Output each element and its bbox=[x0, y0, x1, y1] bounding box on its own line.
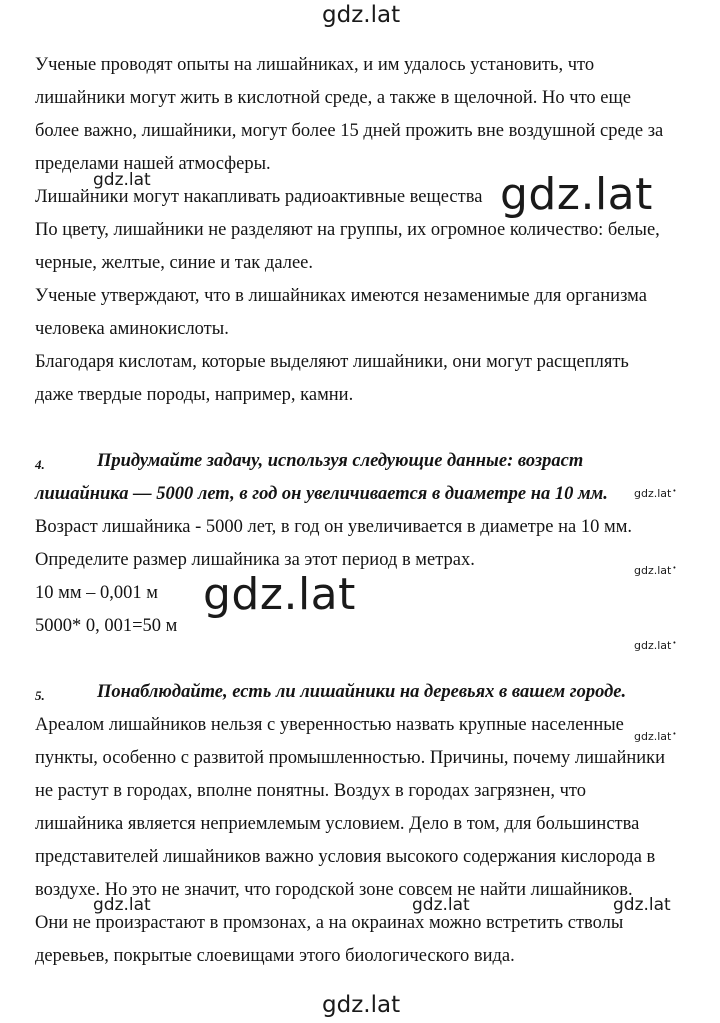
watermark-large: gdz.lat bbox=[203, 569, 356, 620]
intro-line: даже твердые породы, например, камни. bbox=[35, 385, 354, 405]
intro-line: более важно, лишайники, могут более 15 дней прожить вне воздушной среде за bbox=[35, 121, 664, 141]
intro-line: пределами нашей атмосферы. bbox=[35, 154, 271, 174]
watermark-large: gdz.lat bbox=[500, 169, 653, 220]
task-question: Придумайте задачу, используя следующие данные: возраст bbox=[97, 451, 584, 471]
task-number: 4. bbox=[35, 457, 45, 472]
intro-line: Ученые утверждают, что в лишайниках имеются незаменимые для организма bbox=[35, 286, 647, 306]
intro-line: Благодаря кислотам, которые выделяют лишайники, они могут расщеплять bbox=[35, 352, 629, 372]
watermark-tiny: gdz.lat • bbox=[634, 565, 677, 576]
watermark-small: gdz.lat bbox=[412, 895, 470, 915]
watermark-small: gdz.lat bbox=[613, 895, 671, 915]
answer-line: 5000* 0, 001=50 м bbox=[35, 616, 178, 636]
task-question: лишайника — 5000 лет, в год он увеличивается в диаметре на 10 мм. bbox=[35, 484, 608, 504]
watermark-tiny: gdz.lat • bbox=[634, 731, 677, 742]
answer-line: не растут в городах, вполне понятны. Воздух в городах загрязнен, что bbox=[35, 781, 587, 801]
watermark-bottom: gdz.lat bbox=[322, 992, 401, 1018]
answer-line: пункты, особенно с развитой промышленностью. Причины, почему лишайники bbox=[35, 748, 666, 768]
answer-line: представителей лишайников важно условия высокого содержания кислорода в bbox=[35, 847, 656, 867]
answer-line: Возраст лишайника - 5000 лет, в год он увеличивается в диаметре на 10 мм. bbox=[35, 517, 633, 537]
intro-line: человека аминокислоты. bbox=[35, 319, 229, 339]
answer-line: Определите размер лишайника за этот период в метрах. bbox=[35, 550, 475, 570]
intro-line: черные, желтые, синие и так далее. bbox=[35, 253, 313, 273]
watermark-tiny: gdz.lat • bbox=[634, 640, 677, 651]
task-number: 5. bbox=[35, 688, 45, 703]
answer-line: Ареалом лишайников нельзя с уверенностью назвать крупные населенные bbox=[35, 715, 624, 735]
watermark-small: gdz.lat bbox=[93, 170, 151, 190]
answer-line: Они не произрастают в промзонах, а на окраинах можно встретить стволы bbox=[35, 913, 624, 933]
intro-line: По цвету, лишайники не разделяют на группы, их огромное количество: белые, bbox=[35, 220, 660, 240]
watermark-small: gdz.lat bbox=[93, 895, 151, 915]
answer-line: воздухе. Но это не значит, что городской зоне совсем не найти лишайников. bbox=[35, 880, 633, 900]
answer-line: 10 мм – 0,001 м bbox=[35, 583, 158, 603]
answer-line: деревьев, покрытые слоевищами этого биологического вида. bbox=[35, 946, 515, 966]
watermark-top: gdz.lat bbox=[322, 2, 401, 28]
answer-line: лишайника является неприемлемым условием. Дело в том, для большинства bbox=[35, 814, 640, 834]
task-question: Понаблюдайте, есть ли лишайники на деревьях в вашем городе. bbox=[97, 682, 627, 702]
watermark-tiny: gdz.lat • bbox=[634, 488, 677, 499]
intro-line: лишайники могут жить в кислотной среде, а также в щелочной. Но что еще bbox=[35, 88, 631, 108]
intro-line: Лишайники могут накапливать радиоактивные вещества bbox=[35, 187, 483, 207]
intro-line: Ученые проводят опыты на лишайниках, и им удалось установить, что bbox=[35, 55, 595, 75]
